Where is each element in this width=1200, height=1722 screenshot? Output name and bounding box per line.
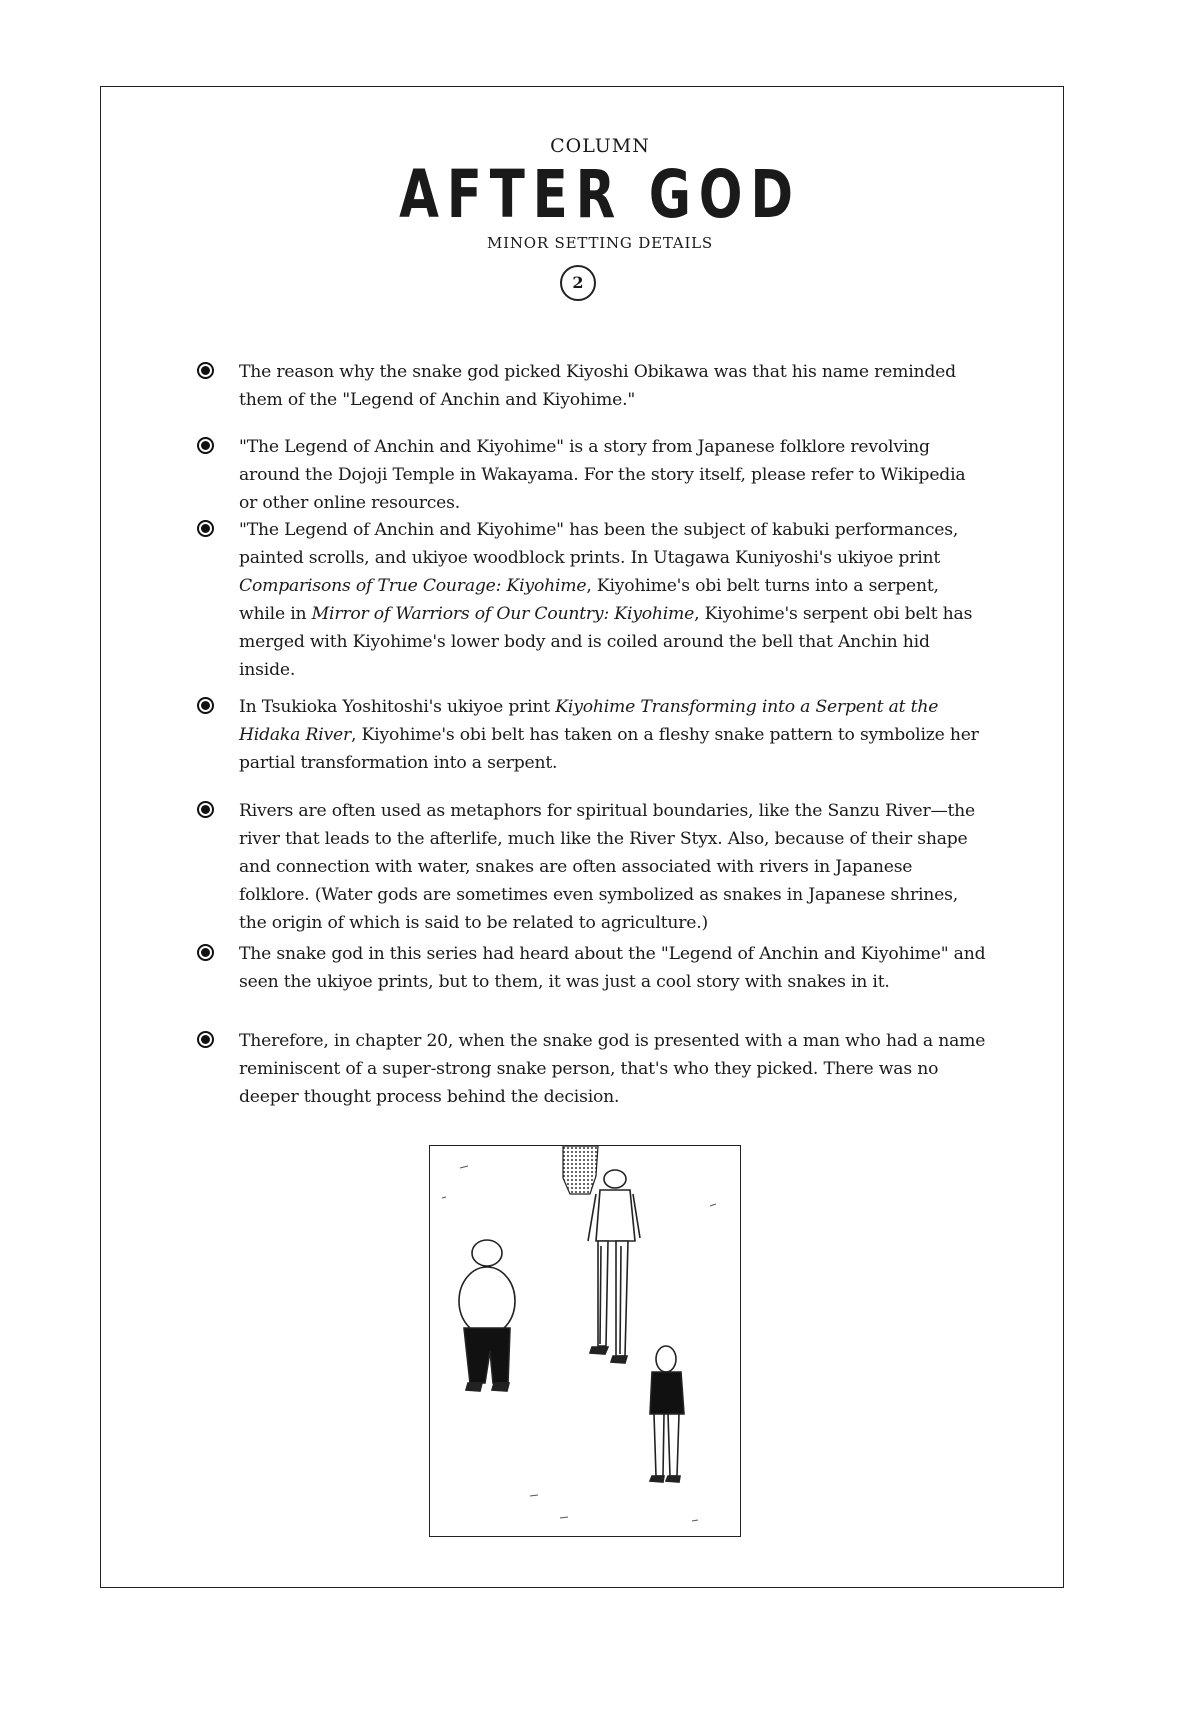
list-item-text: In Tsukioka Yoshitoshi's ukiyoe print Kiyohime Transforming into a Serpent at the Hidaka River, Kiyohime's obi belt has taken on a fleshy snake pattern to symbolize her partial transformation into a serpent.: [239, 697, 979, 773]
bullet-icon: [197, 801, 214, 818]
column-kicker: COLUMN: [550, 135, 650, 157]
print-title: Kiyohime Transforming into a Serpent at the Hidaka River: [239, 697, 939, 745]
column-subtitle: MINOR SETTING DETAILS: [486, 234, 714, 252]
illustration-drawing: [430, 1146, 741, 1537]
list-item-text: Therefore, in chapter 20, when the snake god is presented with a man who had a name reminiscent of a super-strong snake person, that's who they picked. There was no deeper thought process behind the decision.: [239, 1031, 986, 1107]
figure-heavy-man: [459, 1240, 515, 1391]
robe-shape: [563, 1146, 598, 1194]
page-number-badge: 2: [560, 265, 596, 301]
bullet-icon: [197, 1031, 214, 1048]
column-title: AFTER GOD: [399, 156, 801, 233]
list-item-text: "The Legend of Anchin and Kiyohime" is a story from Japanese folklore revolving around the Dojoji Temple in Wakayama. For the story itself, please refer to Wikipedia or other online resources.: [239, 437, 966, 513]
figure-standing-man: [588, 1170, 640, 1363]
figure-woman: [650, 1346, 684, 1482]
manga-illustration: [429, 1145, 741, 1537]
bullet-icon: [197, 944, 214, 961]
list-item-text: The snake god in this series had heard about the "Legend of Anchin and Kiyohime" and seen the ukiyoe prints, but to them, it was just a cool story with snakes in it.: [239, 944, 986, 992]
list-item-text: The reason why the snake god picked Kiyoshi Obikawa was that his name reminded them of the "Legend of Anchin and Kiyohime.": [239, 362, 956, 410]
bullet-icon: [197, 520, 214, 537]
list-item-text: "The Legend of Anchin and Kiyohime" has been the subject of kabuki performances, painted scrolls, and ukiyoe woodblock prints. In Utagawa Kuniyoshi's ukiyoe print Comparisons of True Courage: Kiyohime, Kiyohime's obi belt turns into a serpent, while in Mirror of Warriors of Our Country: Kiyohime, Kiyohime's serpent obi belt has merged with Kiyohime's lower body and is coiled around the bell that Anchin hid inside.: [239, 520, 973, 680]
bullet-icon: [197, 362, 214, 379]
print-title: Comparisons of True Courage: Kiyohime: [239, 576, 587, 596]
bullet-icon: [197, 697, 214, 714]
print-title: Mirror of Warriors of Our Country: Kiyohime: [311, 604, 695, 624]
bullet-icon: [197, 437, 214, 454]
list-item-text: Rivers are often used as metaphors for spiritual boundaries, like the Sanzu River—the river that leads to the afterlife, much like the River Styx. Also, because of their shape and connection with water, snakes are often associated with rivers in Japanese folklore. (Water gods are sometimes even symbolized as snakes in Japanese shrines, the origin of which is said to be related to agriculture.): [239, 801, 976, 933]
